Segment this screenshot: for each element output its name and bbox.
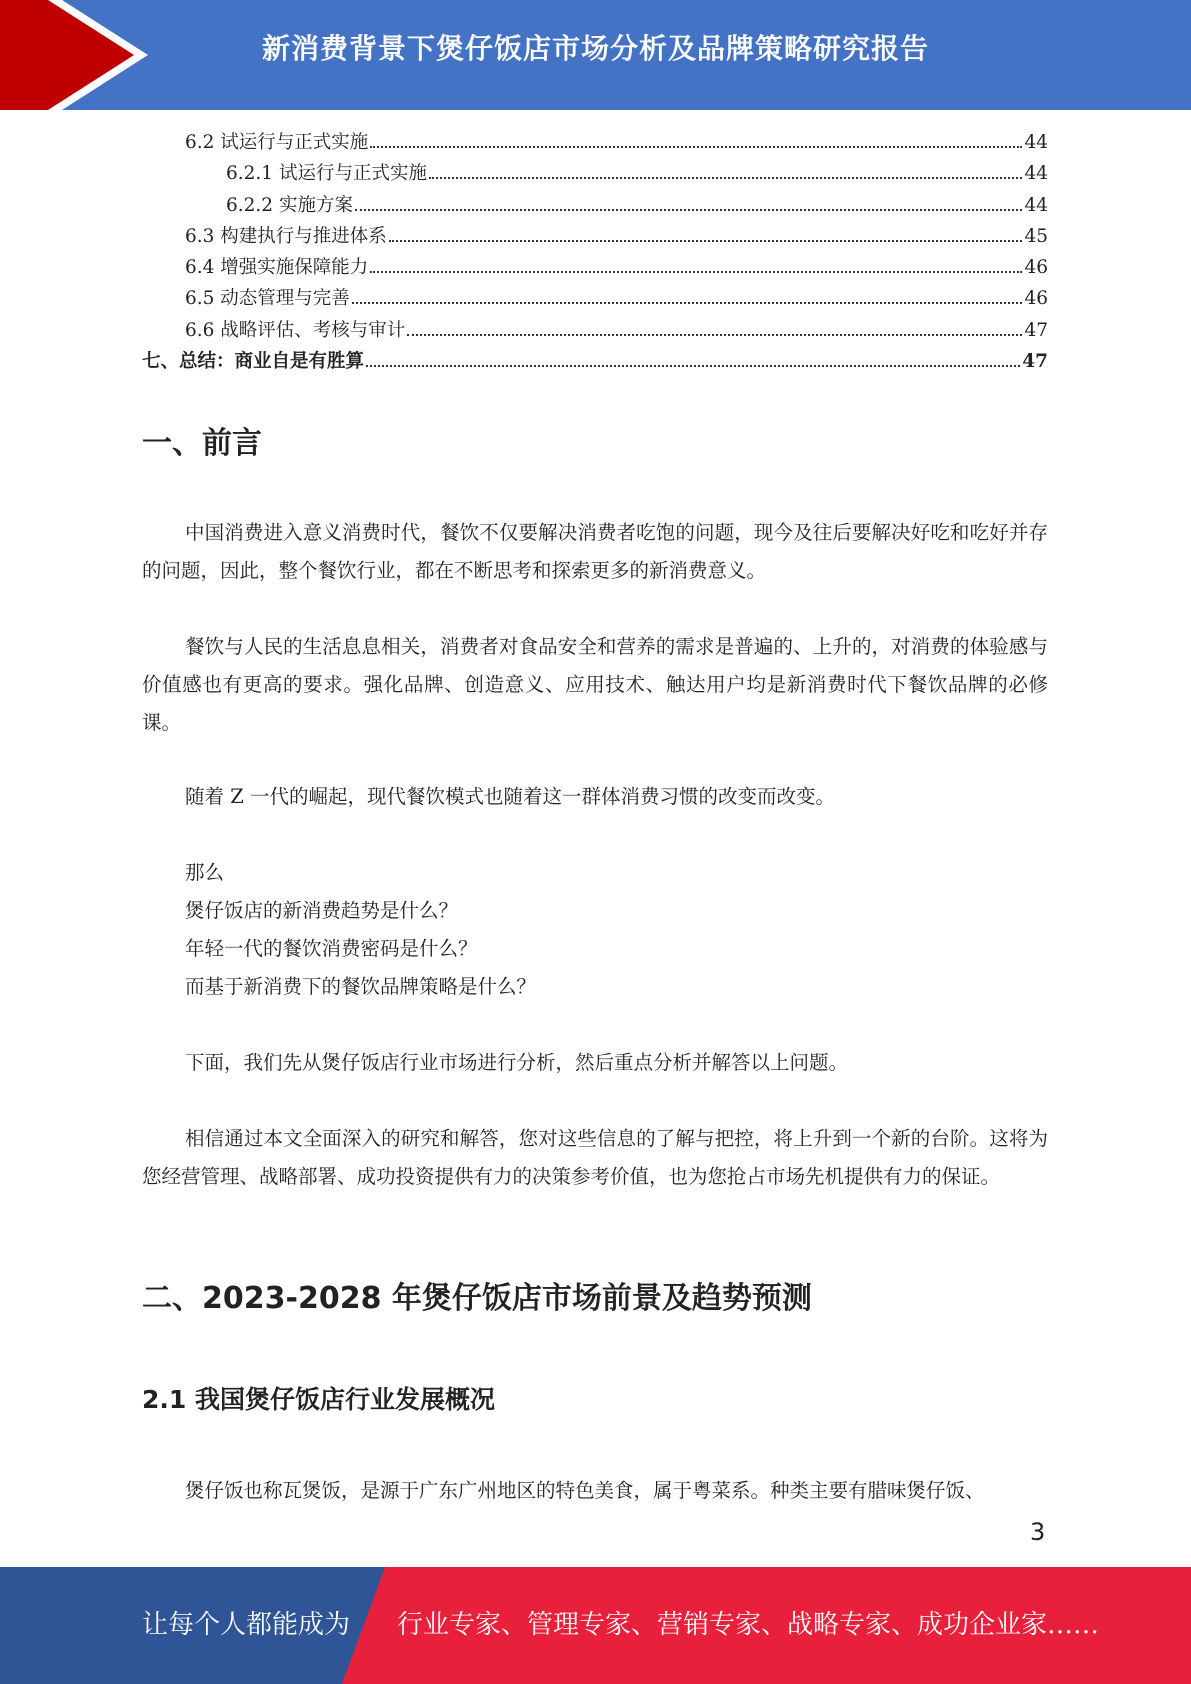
toc-entry-title: 6.2.2 实施方案 — [226, 194, 353, 216]
toc-entry-title: 6.3 构建执行与推进体系 — [185, 225, 387, 247]
paragraph: 中国消费进入意义消费时代，餐饮不仅要解决消费者吃饱的问题，现今及往后要解决好吃和吃好并存的问题，因此，整个餐饮行业，都在不断思考和探索更多的新消费意义。 — [142, 521, 1048, 582]
page-content — [142, 128, 1048, 1502]
header-arrow-graphic — [0, 0, 160, 110]
toc-entry[interactable] — [142, 222, 1048, 253]
toc-entry-page: 45 — [1024, 225, 1048, 247]
question-line: 而基于新消费下的餐饮品牌策略是什么？ — [185, 975, 537, 998]
toc-entry-page: 44 — [1024, 132, 1048, 153]
toc-leader — [370, 270, 1022, 273]
toc-entry[interactable] — [142, 316, 1048, 347]
page-number: 3 — [1030, 1518, 1046, 1546]
question-line: 年轻一代的餐饮消费密码是什么？ — [185, 937, 478, 960]
toc-leader — [366, 364, 1020, 367]
subsection-heading: 2.1 我国煲仔饭店行业发展概况 — [142, 1385, 495, 1414]
report-title: 新消费背景下煲仔饭店市场分析及品牌策略研究报告 — [261, 32, 929, 65]
toc-entry-page: 46 — [1024, 288, 1048, 310]
paragraph: 餐饮与人民的生活息息相关，消费者对食品安全和营养的需求是普遍的、上升的，对消费的体验感与价值感也有更高的要求。强化品牌、创造意义、应用技术、触达用户均是新消费时代下餐饮品牌的必修课。 — [142, 635, 1048, 734]
table-of-contents — [142, 128, 1048, 378]
toc-entry-page: 46 — [1024, 257, 1048, 279]
toc-leader — [370, 145, 1022, 148]
paragraph: 随着 Z 一代的崛起，现代餐饮模式也随着这一群体消费习惯的改变而改变。 — [185, 785, 835, 808]
toc-entry-title: 6.6 战略评估、考核与审计 — [185, 319, 406, 341]
toc-entry[interactable] — [142, 191, 1048, 222]
page-footer — [0, 1567, 1191, 1684]
toc-entry-title: 七、总结：商业自是有胜算 — [142, 351, 365, 373]
paragraph: 相信通过本文全面深入的研究和解答，您对这些信息的了解与把控，将上升到一个新的台阶。这将为您经营管理、战略部署、成功投资提供有力的决策参考价值，也为您抢占市场先机提供有力的保证。 — [142, 1127, 1048, 1188]
toc-entry-title: 6.5 动态管理与完善 — [185, 288, 350, 310]
footer-slogan-right: 行业专家、管理专家、营销专家、战略专家、成功企业家…… — [397, 1610, 1100, 1640]
paragraph: 煲仔饭也称瓦煲饭，是源于广东广州地区的特色美食，属于粤菜系。种类主要有腊味煲仔饭、 — [185, 1479, 985, 1502]
section-heading-preface: 一、前言 — [142, 426, 262, 461]
toc-leader — [355, 208, 1023, 211]
toc-entry-title: 6.2.1 试运行与正式实施 — [226, 163, 427, 185]
toc-entry[interactable] — [142, 253, 1048, 284]
question-line: 煲仔饭店的新消费趋势是什么？ — [185, 899, 459, 922]
toc-leader — [389, 239, 1023, 242]
toc-entry[interactable] — [142, 128, 1048, 159]
toc-entry[interactable] — [142, 159, 1048, 190]
toc-entry[interactable] — [142, 284, 1048, 315]
toc-entry[interactable] — [142, 347, 1048, 378]
toc-leader — [352, 301, 1023, 304]
toc-entry-title: 6.2 试运行与正式实施 — [185, 132, 369, 153]
question-line: 那么 — [185, 861, 225, 884]
page-header — [0, 0, 1191, 110]
paragraph: 下面，我们先从煲仔饭店行业市场进行分析，然后重点分析并解答以上问题。 — [185, 1051, 849, 1074]
toc-entry-page: 47 — [1022, 351, 1048, 373]
toc-entry-title: 6.4 增强实施保障能力 — [185, 257, 369, 279]
toc-entry-page: 44 — [1024, 163, 1048, 185]
toc-leader — [407, 333, 1022, 336]
section-heading-forecast: 二、2023-2028 年煲仔饭店市场前景及趋势预测 — [142, 1281, 812, 1316]
toc-entry-page: 47 — [1024, 319, 1048, 341]
toc-entry-page: 44 — [1024, 194, 1048, 216]
footer-slogan-left: 让每个人都能成为 — [142, 1610, 351, 1640]
toc-leader — [429, 176, 1022, 179]
